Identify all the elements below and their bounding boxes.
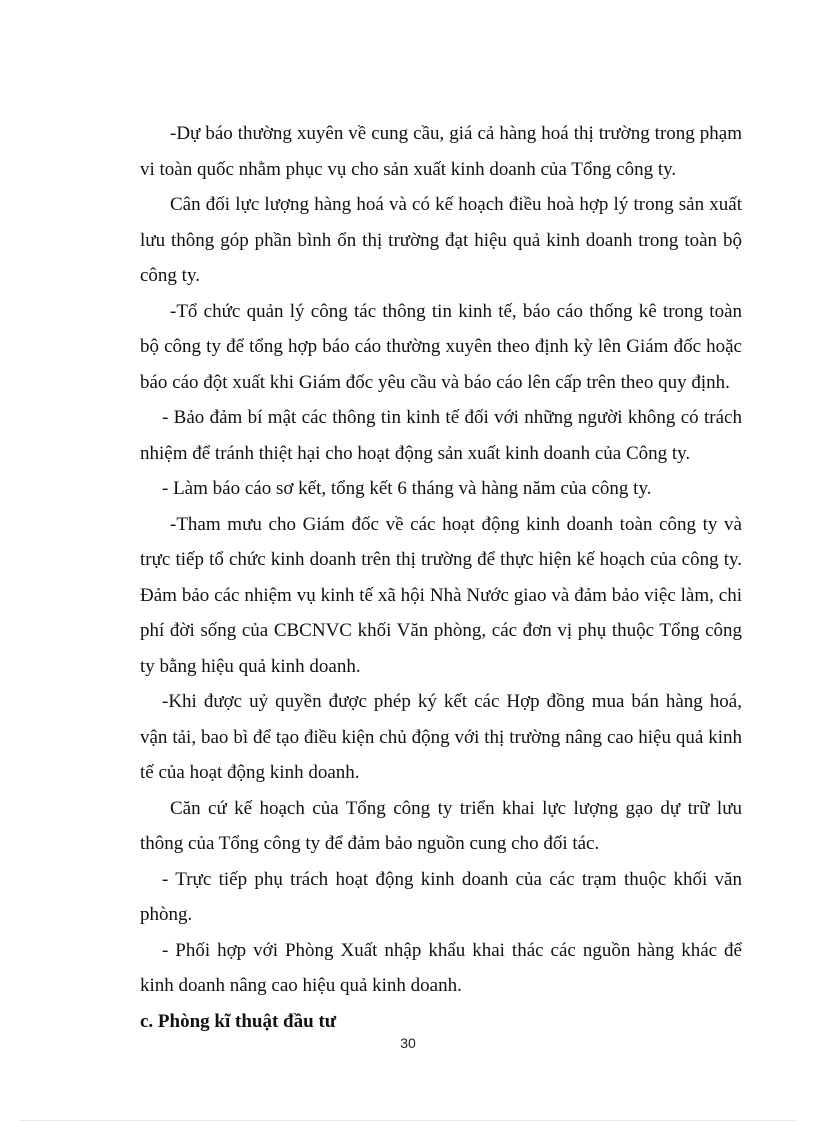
section-heading: c. Phòng kĩ thuật đầu tư [140, 1010, 337, 1032]
paragraph-advise-director: -Tham mưu cho Giám đốc về các hoạt động kinh doanh toàn công ty và trực tiếp tổ chức kinh doanh trên thị trường để thực hiện kế hoạch của công ty. Đảm bảo các nhiệm vụ kinh tế xã hội Nhà Nước giao và đảm bảo việc làm, chi phí đời sống của CBCNVC khối Văn phòng, các đơn vị phụ thuộc Tổng công ty bằng hiệu quả kinh doanh. [140, 513, 742, 677]
paragraph-reports: - Làm báo cáo sơ kết, tổng kết 6 tháng và hàng năm của công ty. [162, 478, 652, 499]
paragraph-confidentiality: - Bảo đảm bí mật các thông tin kinh tế đối với những người không có trách nhiệm để tránh thiệt hại cho hoạt động sản xuất kinh doanh của Công ty. [140, 407, 742, 464]
page-body [140, 116, 742, 1039]
page-number: 30 [400, 1035, 416, 1051]
paragraph-rice-reserve: Căn cứ kế hoạch của Tổng công ty triển khai lực lượng gạo dự trữ lưu thông của Tổng công ty để đảm bảo nguồn cung cho đối tác. [140, 797, 742, 854]
paragraph-station-management: - Trực tiếp phụ trách hoạt động kinh doanh của các trạm thuộc khối văn phòng. [140, 868, 742, 925]
paragraph-goods-balance: Cân đối lực lượng hàng hoá và có kế hoạch điều hoà hợp lý trong sản xuất lưu thông góp phần bình ổn thị trường đạt hiệu quả kinh doanh trong toàn bộ công ty. [140, 194, 742, 286]
paragraph-contracts: -Khi được uỷ quyền được phép ký kết các Hợp đồng mua bán hàng hoá, vận tải, bao bì để tạo điều kiện chủ động với thị trường nâng cao hiệu quả kinh tế của hoạt động kinh doanh. [140, 691, 742, 783]
paragraph-info-management: -Tổ chức quản lý công tác thông tin kinh tế, báo cáo thống kê trong toàn bộ công ty để tổng hợp báo cáo thường xuyên theo định kỳ lên Giám đốc hoặc báo cáo đột xuất khi Giám đốc yêu cầu và báo cáo lên cấp trên theo quy định. [140, 300, 742, 393]
paragraph-market-forecast: -Dự báo thường xuyên về cung cầu, giá cả hàng hoá thị trường trong phạm vi toàn quốc nhằm phục vụ cho sản xuất kinh doanh của Tổng công ty. [140, 123, 742, 180]
footer-divider [20, 1120, 796, 1121]
paragraph-import-export-coordination: - Phối hợp với Phòng Xuất nhập khẩu khai thác các nguồn hàng khác để kinh doanh nâng cao hiệu quả kinh doanh. [140, 939, 742, 996]
